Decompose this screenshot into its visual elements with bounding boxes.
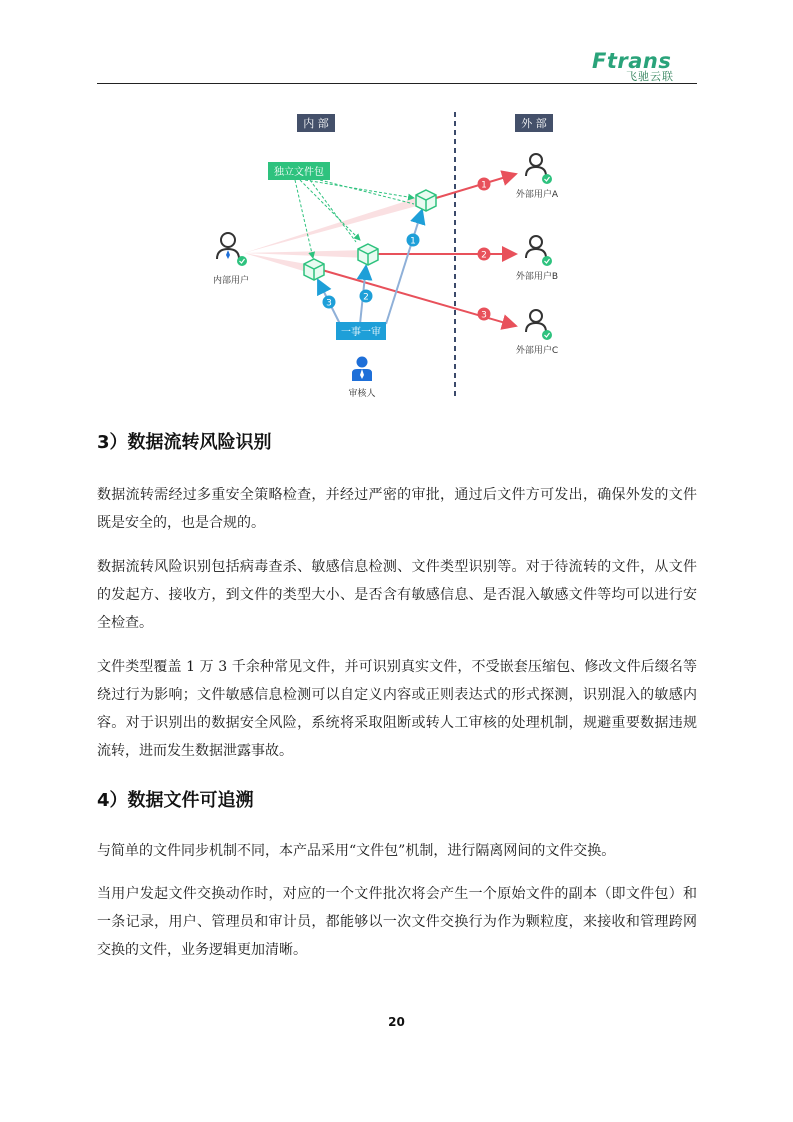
reviewer-icon bbox=[352, 357, 372, 382]
red-badge bbox=[478, 308, 491, 321]
svg-text:1: 1 bbox=[481, 180, 487, 191]
user-icon bbox=[526, 236, 546, 258]
external-user-c-label: 外部用户C bbox=[515, 346, 559, 356]
blue-badge bbox=[407, 234, 420, 247]
independent-package-text: 独立文件包 bbox=[274, 167, 324, 178]
reviewer-label: 审核人 bbox=[348, 389, 376, 399]
logo-subtitle: 飞驰云联 bbox=[626, 70, 674, 83]
svg-text:2: 2 bbox=[481, 250, 487, 261]
check-icon bbox=[542, 256, 552, 266]
check-icon bbox=[542, 174, 552, 184]
external-label-text: 外 部 bbox=[521, 117, 547, 130]
internal-label bbox=[297, 114, 335, 132]
external-user-b bbox=[516, 236, 558, 282]
review-box-text: 一事一审 bbox=[341, 327, 381, 338]
user-icon bbox=[217, 233, 239, 259]
external-label bbox=[515, 114, 553, 132]
svg-text:2: 2 bbox=[363, 292, 369, 303]
external-user-b-label: 外部用户B bbox=[515, 272, 559, 282]
paragraph: 当用户发起文件交换动作时，对应的一个文件批次将会产生一个原始文件的副本（即文件包）和一条记录，用户、管理员和审计员，都能够以一次文件交换行为作为颗粒度，来接收和管理跨网交换的文件，业务逻辑更加清晰。 bbox=[97, 886, 697, 958]
user-icon bbox=[526, 310, 546, 332]
red-badge bbox=[478, 248, 491, 261]
independent-package-label bbox=[268, 162, 330, 180]
red-badge bbox=[478, 178, 491, 191]
paragraph: 数据流转风险识别包括病毒查杀、敏感信息检测、文件类型识别等。对于待流转的文件，从文件的发起方、接收方，到文件的类型大小、是否含有敏感信息、是否混入敏感文件等均可以进行安全检查。 bbox=[97, 559, 697, 631]
review-box bbox=[336, 322, 386, 340]
package-icon bbox=[358, 244, 378, 265]
svg-text:3: 3 bbox=[481, 310, 487, 321]
external-user-a bbox=[516, 154, 559, 200]
beam-to-package-c bbox=[244, 253, 312, 273]
beam-to-package-a bbox=[244, 196, 424, 253]
blue-badge bbox=[323, 296, 336, 309]
file-exchange-diagram bbox=[200, 108, 600, 408]
external-user-c bbox=[516, 310, 558, 356]
package-icon bbox=[416, 190, 436, 211]
paragraph: 数据流转需经过多重安全策略检查，并经过严密的审批，通过后文件方可发出，确保外发的文件既是安全的，也是合规的。 bbox=[97, 487, 697, 531]
svg-text:1: 1 bbox=[410, 236, 416, 247]
internal-user bbox=[213, 233, 249, 286]
check-icon bbox=[237, 256, 247, 266]
section-heading: 4）数据文件可追溯 bbox=[97, 790, 254, 811]
paragraph: 与简单的文件同步机制不同，本产品采用“文件包”机制，进行隔离网间的文件交换。 bbox=[97, 843, 616, 859]
logo-wordmark: Ftrans bbox=[592, 49, 672, 73]
reviewer bbox=[348, 357, 375, 400]
internal-user-label: 内部用户 bbox=[212, 276, 250, 286]
package-icon bbox=[304, 259, 324, 280]
blue-badge bbox=[360, 290, 373, 303]
paragraph: 文件类型覆盖 1 万 3 千余种常见文件，并可识别真实文件，不受嵌套压缩包、修改文件后缀名等绕过行为影响；文件敏感信息检测可以自定义内容或正则表达式的形式探测，识别混入的敏感内容。对于识别出的数据安全风险，系统将采取阻断或转人工审核的处理机制，规避重要数据违规流转，进而发生数据泄露事故。 bbox=[97, 659, 697, 759]
section-heading: 3）数据流转风险识别 bbox=[97, 432, 272, 453]
user-icon bbox=[526, 154, 546, 176]
check-icon bbox=[542, 330, 552, 340]
page-number: 20 bbox=[388, 1015, 405, 1029]
internal-label-text: 内 部 bbox=[303, 117, 329, 130]
external-user-a-label: 外部用户A bbox=[515, 190, 559, 200]
ftrans-logo bbox=[592, 50, 696, 86]
header-divider bbox=[97, 83, 697, 84]
svg-text:3: 3 bbox=[326, 298, 332, 309]
